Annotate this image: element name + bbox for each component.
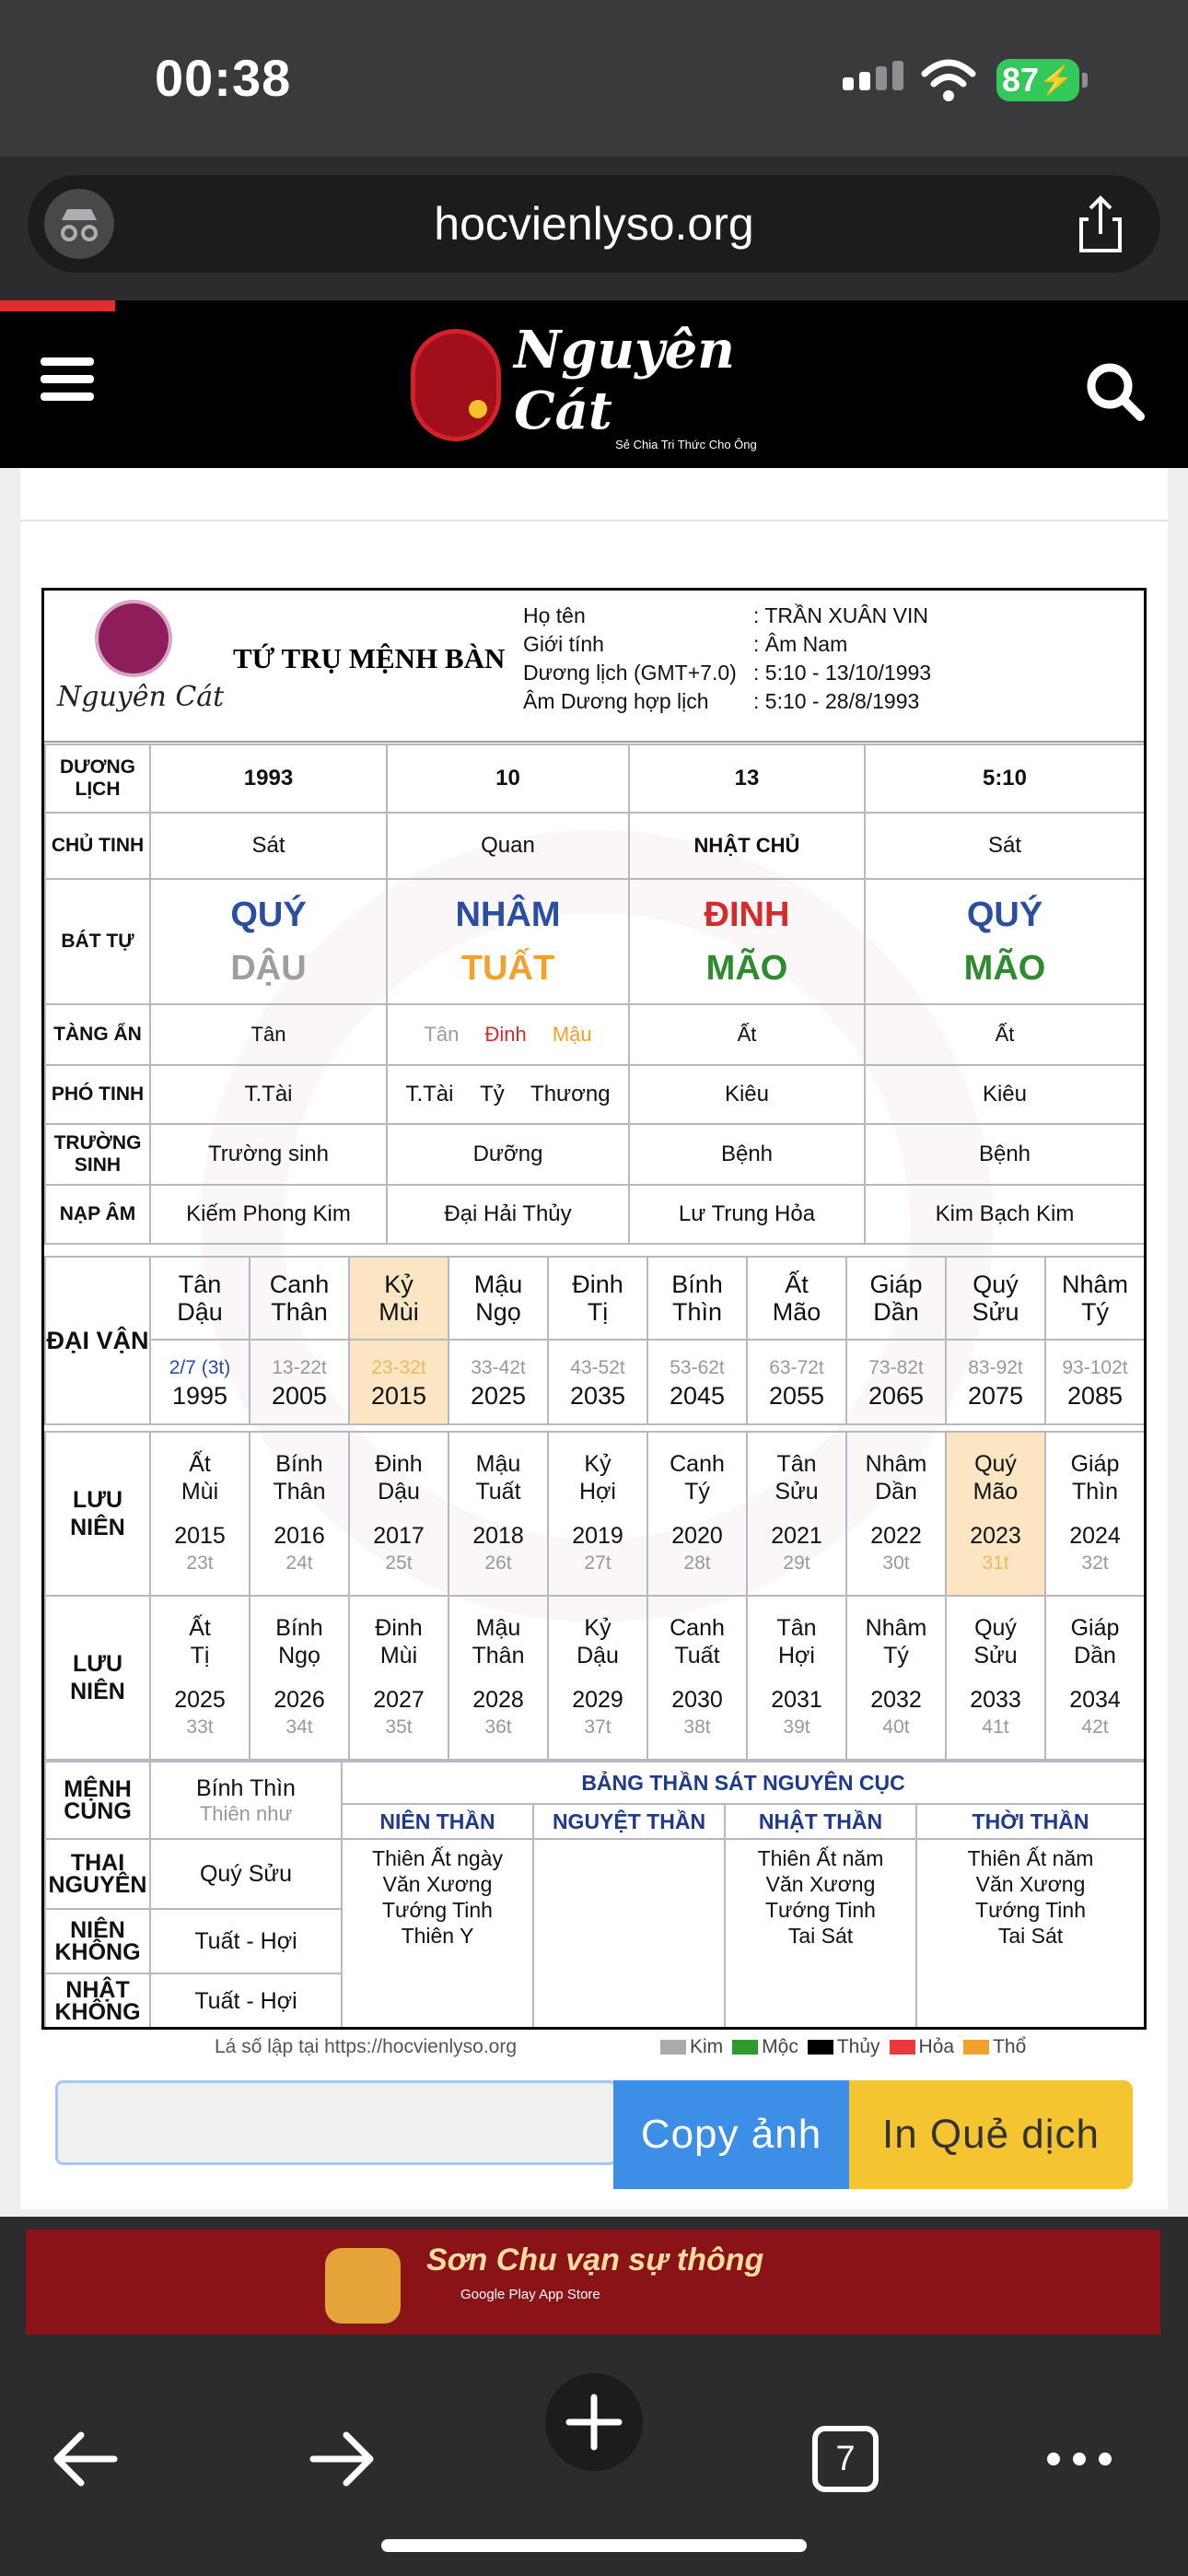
row-label: DƯƠNG LỊCH <box>45 744 150 813</box>
battery-icon: 87 ⚡ <box>996 59 1079 101</box>
dai-van-year-row <box>45 1340 1145 1424</box>
nhat-than-list: Thiên Ất năm Văn Xương Tướng Tinh Tai Sát <box>725 1839 916 2029</box>
pillar-hour: 5:10 <box>865 744 1145 813</box>
bat-tu-cell <box>150 879 387 1004</box>
luu-nien-cell: Kỷ Hợi 2019 27t <box>548 1432 647 1596</box>
new-tab-button[interactable] <box>545 2373 643 2471</box>
tang-an-item: Đinh <box>484 1023 527 1046</box>
bat-tu-cell <box>865 879 1145 1004</box>
row-label: LƯU NIÊN <box>45 1432 150 1596</box>
pillar-day: 13 <box>629 744 865 813</box>
dai-van-year-cell: 53-62t 2045 <box>647 1340 747 1424</box>
nap-am-cell: Đại Hải Thủy <box>387 1185 629 1244</box>
dai-van-year-cell-current: 23-32t 2015 <box>349 1340 448 1424</box>
row-label: PHÓ TINH <box>45 1065 150 1124</box>
luu-nien-cell: Ất Tị 2025 33t <box>150 1596 250 1760</box>
tang-an-cell: Ất <box>629 1004 865 1065</box>
luu-nien-cell: Tân Sửu 2021 29t <box>747 1432 846 1596</box>
ad-banner[interactable] <box>26 2230 1160 2335</box>
luu-nien-table-1 <box>44 1431 1146 1597</box>
nap-am-cell: Kim Bạch Kim <box>865 1185 1145 1244</box>
chu-tinh-cell: Quan <box>387 813 629 879</box>
pillar-month: 10 <box>387 744 629 813</box>
tang-an-cell: Ất <box>865 1004 1145 1065</box>
app-logo-icon <box>325 2248 401 2324</box>
tabs-count: 7 <box>812 2426 879 2492</box>
banner-title: Sơn Chu vạn sự thông <box>426 2242 764 2277</box>
truong-sinh-cell: Bệnh <box>865 1124 1145 1185</box>
dai-van-cell: Quý Sửu <box>946 1257 1045 1340</box>
pho-tinh-cell: Kiêu <box>865 1065 1145 1124</box>
row-label: LƯU NIÊN <box>45 1596 150 1760</box>
dai-van-year-cell: 93-102t 2085 <box>1045 1340 1145 1424</box>
thien-can: QUÝ <box>966 896 1043 934</box>
luu-nien-cell: Canh Tý 2020 28t <box>647 1432 747 1596</box>
person-info <box>523 602 931 716</box>
luu-nien-cell: Nhâm Dần 2022 30t <box>846 1432 946 1596</box>
dai-van-year-cell: 43-52t 2035 <box>548 1340 647 1424</box>
dai-van-year-cell: 2/7 (3t) 1995 <box>150 1340 250 1424</box>
brand-name: Nguyên Cát <box>514 319 736 441</box>
dai-van-year-cell: 13-22t 2005 <box>250 1340 349 1424</box>
info-label: Dương lịch (GMT+7.0) <box>523 661 737 685</box>
status-time: 00:38 <box>155 49 292 107</box>
chart-title: TỨ TRỤ MỆNH BÀN <box>233 642 506 674</box>
bat-tu-row <box>45 879 1145 1004</box>
thien-can: ĐINH <box>704 896 790 934</box>
dai-van-cell: Giáp Dần <box>846 1257 946 1340</box>
nien-than-list: Thiên Ất ngày Văn Xương Tướng Tinh Thiên Y <box>342 1839 533 2029</box>
than-sat-title: BẢNG THẦN SÁT NGUYÊN CỤC <box>342 1762 1145 1804</box>
dia-chi: DẬU <box>230 949 307 988</box>
wifi-icon <box>921 57 976 103</box>
url-text[interactable]: hocvienlyso.org <box>434 198 754 250</box>
dai-van-can-chi-row <box>45 1257 1145 1340</box>
battery-level: 87 <box>1002 61 1040 99</box>
chart-footer <box>41 2034 1147 2062</box>
page-content <box>0 468 1188 2217</box>
row-label: BÁT TỰ <box>45 879 150 1004</box>
chart-header <box>44 591 1144 743</box>
luu-nien-row <box>45 1432 1145 1596</box>
nap-am-cell: Kiếm Phong Kim <box>150 1185 387 1244</box>
luu-nien-cell: Quý Sửu 2033 41t <box>946 1596 1045 1760</box>
dai-van-cell: Mậu Ngọ <box>448 1257 548 1340</box>
row-label: TRƯỜNG SINH <box>45 1124 150 1185</box>
dai-van-year-cell: 83-92t 2075 <box>946 1340 1045 1424</box>
than-sat-col-header: THỜI THẦN <box>916 1804 1145 1839</box>
pillars-table <box>44 744 1146 1245</box>
dai-van-cell: Bính Thìn <box>647 1257 747 1340</box>
dia-chi: TUẤT <box>460 949 555 988</box>
search-icon[interactable] <box>1083 359 1147 424</box>
tabs-button[interactable] <box>799 2413 891 2505</box>
luu-nien-cell: Giáp Thìn 2024 32t <box>1045 1432 1145 1596</box>
site-header <box>0 300 1188 468</box>
row-label: ĐẠI VẬN <box>45 1257 150 1424</box>
legend-item: Mộc <box>732 2036 798 2058</box>
luu-nien-cell: Mậu Tuất 2018 26t <box>448 1432 548 1596</box>
share-icon[interactable] <box>1068 193 1133 258</box>
pho-tinh-cell: Kiêu <box>629 1065 865 1124</box>
text-input[interactable] <box>55 2080 617 2165</box>
luu-nien-cell: Đinh Dậu 2017 25t <box>349 1432 448 1596</box>
tang-an-item: Mậu <box>552 1023 592 1046</box>
row-label: CHỦ TINH <box>45 813 150 879</box>
than-sat-col-header: NGUYỆT THẦN <box>533 1804 725 1839</box>
luu-nien-cell: Mậu Thân 2028 36t <box>448 1596 548 1760</box>
info-value: : 5:10 - 28/8/1993 <box>753 689 920 713</box>
row-label: TÀNG ẨN <box>45 1004 150 1065</box>
dai-van-cell: Tân Dậu <box>150 1257 250 1340</box>
info-value: : Âm Nam <box>753 632 848 656</box>
nap-am-row <box>45 1185 1145 1244</box>
dai-van-year-cell: 63-72t 2055 <box>747 1340 846 1424</box>
luu-nien-cell: Tân Hợi 2031 39t <box>747 1596 846 1760</box>
chu-tinh-row <box>45 813 1145 879</box>
truong-sinh-cell: Bệnh <box>629 1124 865 1185</box>
dia-chi: MÃO <box>963 949 1046 988</box>
luu-nien-cell: Kỷ Dậu 2029 37t <box>548 1596 647 1760</box>
dia-chi: MÃO <box>705 949 788 988</box>
nguyet-than-list <box>533 1839 725 2029</box>
thai-nguyen-cell: Quý Sửu <box>150 1839 342 1909</box>
menh-cung-cell: Bính Thìn Thiên như <box>150 1762 342 1839</box>
back-icon[interactable] <box>41 2413 133 2505</box>
forward-icon[interactable] <box>295 2413 387 2505</box>
tu-tru-chart <box>41 588 1147 2030</box>
legend-item: Hỏa <box>890 2036 955 2058</box>
row-label: NẠP ÂM <box>45 1185 150 1244</box>
thien-can: QUÝ <box>230 896 307 934</box>
luu-nien-cell: Đinh Mùi 2027 35t <box>349 1596 448 1760</box>
luu-nien-cell-current: Quý Mão 2023 31t <box>946 1432 1045 1596</box>
address-bar[interactable] <box>28 175 1160 273</box>
info-label: Họ tên <box>523 603 586 627</box>
than-sat-table <box>44 1761 1146 2030</box>
pho-tinh-cell: T.Tài <box>150 1065 387 1124</box>
bat-tu-cell <box>629 879 865 1004</box>
luu-nien-cell: Ất Mùi 2015 23t <box>150 1432 250 1596</box>
tang-an-row <box>45 1004 1145 1065</box>
thoi-than-list: Thiên Ất năm Văn Xương Tướng Tinh Tai Sát <box>916 1839 1145 2029</box>
cellular-signal-icon <box>843 61 903 90</box>
row-label: NIÊN KHÔNG <box>45 1909 150 1973</box>
dai-van-table <box>44 1256 1146 1425</box>
store-badges: Google Play App Store <box>460 2287 600 2302</box>
dai-van-cell: Nhâm Tý <box>1045 1257 1145 1340</box>
dai-van-year-cell: 73-82t 2065 <box>846 1340 946 1424</box>
luu-nien-cell: Bính Thân 2016 24t <box>250 1432 349 1596</box>
pho-tinh-row <box>45 1065 1145 1124</box>
tang-an-item: Tân <box>424 1023 460 1046</box>
than-sat-col-header: NIÊN THẦN <box>342 1804 533 1839</box>
plus-icon <box>545 2373 643 2471</box>
truong-sinh-row <box>45 1124 1145 1185</box>
source-note: Lá số lập tại https://hocvienlyso.org <box>215 2036 518 2057</box>
pho-tinh-item: T.Tài <box>405 1082 454 1107</box>
chu-tinh-cell: Sát <box>865 813 1145 879</box>
element-legend <box>660 2036 1026 2058</box>
row-label: NHẬT KHÔNG <box>45 1973 150 2029</box>
info-value: : TRẦN XUÂN VIN <box>753 603 928 627</box>
site-logo[interactable] <box>411 319 779 451</box>
more-icon[interactable] <box>1033 2413 1125 2505</box>
flower-logo-icon <box>411 329 501 441</box>
pho-tinh-item: Tỷ <box>480 1082 505 1107</box>
legend-item: Kim <box>660 2036 723 2058</box>
dai-van-cell: Canh Thân <box>250 1257 349 1340</box>
copy-image-button[interactable]: Copy ảnh <box>613 2080 849 2189</box>
dai-van-cell-current: Kỷ Mùi <box>349 1257 448 1340</box>
pillar-year: 1993 <box>150 744 387 813</box>
chu-tinh-cell: Sát <box>150 813 387 879</box>
luu-nien-table-2 <box>44 1595 1146 1761</box>
row-label: MỆNH CUNG <box>45 1762 150 1839</box>
print-que-dich-button[interactable]: In Quẻ dịch <box>849 2080 1133 2189</box>
duong-lich-row <box>45 744 1145 813</box>
status-bar <box>0 0 1188 157</box>
luu-nien-row <box>45 1596 1145 1760</box>
menu-icon[interactable] <box>41 357 94 402</box>
luu-nien-cell: Giáp Dần 2034 42t <box>1045 1596 1145 1760</box>
info-label: Giới tính <box>523 632 604 656</box>
truong-sinh-cell: Dưỡng <box>387 1124 629 1185</box>
dai-van-cell: Đinh Tị <box>548 1257 647 1340</box>
bat-tu-cell <box>387 879 629 1004</box>
tang-an-cell: Tân <box>150 1004 387 1065</box>
info-label: Âm Dương hợp lịch <box>523 689 709 713</box>
legend-item: Thủy <box>808 2036 880 2058</box>
home-indicator[interactable] <box>381 2539 807 2552</box>
dai-van-year-cell: 33-42t 2025 <box>448 1340 548 1424</box>
row-label: THAI NGUYÊN <box>45 1839 150 1909</box>
dai-van-cell: Ất Mão <box>747 1257 846 1340</box>
luu-nien-cell: Bính Ngọ 2026 34t <box>250 1596 349 1760</box>
nap-am-cell: Lư Trung Hỏa <box>629 1185 865 1244</box>
info-value: : 5:10 - 13/10/1993 <box>753 661 932 685</box>
pho-tinh-cell <box>387 1065 629 1124</box>
than-sat-col-header: NHẬT THẦN <box>725 1804 916 1839</box>
battery-tip <box>1082 73 1088 88</box>
luu-nien-cell: Canh Tuất 2030 38t <box>647 1596 747 1760</box>
luu-nien-cell: Nhâm Tý 2032 40t <box>846 1596 946 1760</box>
card-divider <box>20 520 1168 521</box>
tang-an-cell <box>387 1004 629 1065</box>
thien-can: NHÂM <box>455 896 561 934</box>
chart-logo-text: Nguyên Cát <box>57 681 225 713</box>
legend-item: Thổ <box>963 2036 1026 2058</box>
chu-tinh-cell: NHẬT CHỦ <box>629 813 865 879</box>
nien-khong-cell: Tuất - Hợi <box>150 1909 342 1973</box>
truong-sinh-cell: Trường sinh <box>150 1124 387 1185</box>
brand-tagline: Sẻ Chia Tri Thức Cho Ông <box>615 437 757 451</box>
chart-logo-icon <box>95 600 172 677</box>
pho-tinh-item: Thương <box>530 1082 611 1107</box>
nhat-khong-cell: Tuất - Hợi <box>150 1973 342 2029</box>
page-load-progress <box>0 300 115 311</box>
